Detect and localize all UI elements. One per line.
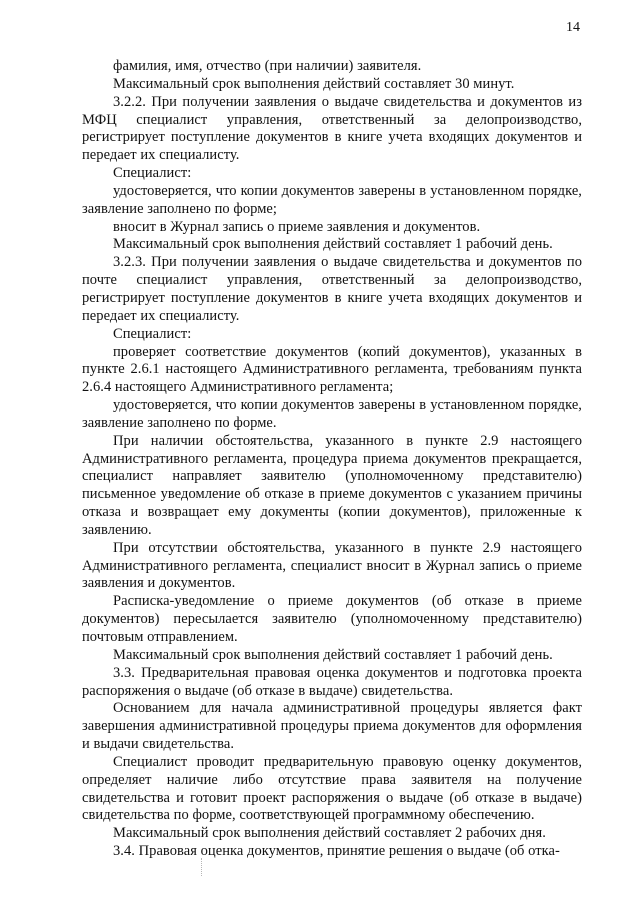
paragraph: Специалист проводит предварительную правовую оценку документов, определяет наличие либо отсутствие права заявителя на получение свидетельства и готовит проект распоряжения о выдаче (об отказе в выдаче) свидетельства по форме, соответствующей программному обеспечению. bbox=[82, 753, 582, 824]
paragraph: вносит в Журнал запись о приеме заявления и документов. bbox=[113, 218, 481, 235]
paragraph: Основанием для начала административной процедуры является факт завершения административной процедуры приема документов для оформления и выдачи свидетельства. bbox=[82, 700, 582, 753]
paragraph: Максимальный срок выполнения действий составляет 2 рабочих дня. bbox=[113, 825, 546, 842]
paragraph: При отсутствии обстоятельства, указанного в пункте 2.9 настоящего Административного регламента, специалист вносит в Журнал запись о приеме заявления и документов. bbox=[82, 539, 582, 592]
paragraph: 3.4. Правовая оценка документов, принятие решения о выдаче (об отка- bbox=[113, 843, 560, 860]
page-number: 14 bbox=[566, 20, 580, 35]
paragraph: Максимальный срок выполнения действий составляет 1 рабочий день. bbox=[113, 236, 553, 253]
paragraph: 3.2.2. При получении заявления о выдаче свидетельства и документов из МФЦ специалист управления, ответственный за делопроизводство, регистрирует поступление документов в книге учета входящих документов и передает их специалисту. bbox=[82, 93, 582, 164]
paragraph: удостоверяется, что копии документов заверены в установленном порядке, заявление заполнено по форме. bbox=[82, 397, 582, 431]
paragraph: Максимальный срок выполнения действий составляет 1 рабочий день. bbox=[113, 646, 553, 663]
paragraph: Расписка-уведомление о приеме документов (об отказе в приеме документов) пересылается заявителю (уполномоченному представителю) почтовым отправлением. bbox=[82, 593, 582, 645]
paragraph: проверяет соответствие документов (копий документов), указанных в пункте 2.6.1 настоящего Административного регламента, требованиям пункта 2.6.4 настоящего Административного регламента; bbox=[82, 343, 582, 396]
paragraph: 3.2.3. При получении заявления о выдаче свидетельства и документов по почте специалист управления, ответственный за делопроизводство, регистрирует поступление документов в книге учета входящих документов и передает их специалисту. bbox=[82, 254, 582, 324]
scan-artifact bbox=[201, 858, 203, 876]
paragraph: удостоверяется, что копии документов заверены в установленном порядке, заявление заполнено по форме; bbox=[82, 182, 582, 217]
paragraph: Максимальный срок выполнения действий составляет 30 минут. bbox=[113, 75, 515, 92]
paragraph: Специалист: bbox=[113, 165, 192, 182]
document-body bbox=[82, 58, 582, 861]
paragraph: 3.3. Предварительная правовая оценка документов и подготовка проекта распоряжения о выдаче (об отказе в выдаче) свидетельства. bbox=[82, 664, 582, 699]
paragraph: Специалист: bbox=[113, 325, 192, 342]
paragraph: фамилия, имя, отчество (при наличии) заявителя. bbox=[113, 58, 422, 74]
paragraph: При наличии обстоятельства, указанного в пункте 2.9 настоящего Административного регламента, процедура приема документов прекращается, специалист направляет заявителю (уполномоченному представителю) письменное уведомление об отказе в приеме документов с указанием причины отказа и возвращает ему документы (копии документов), приложенные к заявлению. bbox=[82, 432, 582, 538]
